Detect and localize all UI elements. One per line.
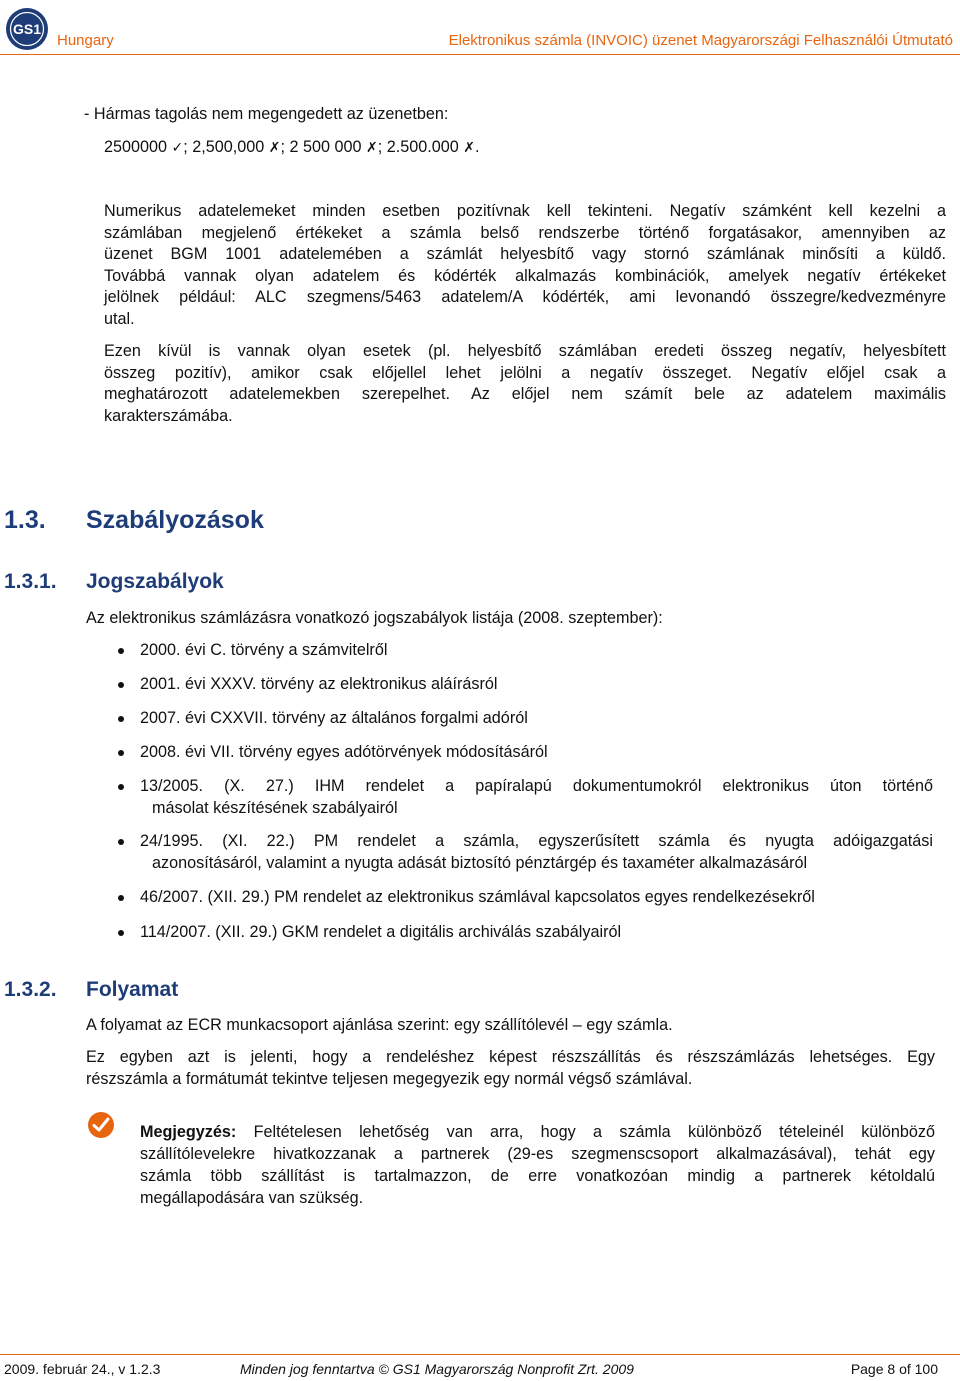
paragraph-negative-sign: Ezen kívül is vannak olyan esetek (pl. helyesbítő számlában eredeti összeg negatív, helyesbített összeg pozitív), amikor csak előjellel lehet jelölni a negatív összeget. Negatív előjel csak a meghatározott adatelemekben szerepelhet. Az előjel nem számít bele az adatelem maximális karakterszámába. — [104, 342, 946, 425]
bullet-icon — [118, 839, 124, 845]
footer-date-version: 2009. február 24., v 1.2.3 — [4, 1361, 161, 1377]
footer-copyright: Minden jog fenntartva © GS1 Magyarország Nonprofit Zrt. 2009 — [240, 1361, 634, 1377]
laws-lead: Az elektronikus számlázásra vonatkozó jogszabályok listája (2008. szeptember): — [86, 609, 663, 627]
check-icon: ✓ — [171, 140, 184, 156]
cross-icon: ✗ — [268, 140, 281, 156]
bullet-icon — [118, 648, 124, 654]
dash-line: - Hármas tagolás nem megengedett az üzenetben: — [84, 105, 449, 123]
number-format-examples: 2500000 ✓; 2,500,000 ✗; 2 500 000 ✗; 2.500.000 ✗. — [104, 138, 480, 156]
bullet-icon — [118, 895, 124, 901]
bullet-icon — [118, 750, 124, 756]
bullet-icon — [118, 716, 124, 722]
note-block: Megjegyzés: Feltételesen lehetőség van arra, hogy a számla különböző tételeinél különböző szállítólevelekre hivatkozzanak a partnerek (29-es szegmenscsoport alkalmazásával), tehát egy számla több szállítást is tartalmazzon, de erre vonatkozóan mindig a partnerek kétoldalú megállapodására van szükség. — [140, 1123, 935, 1207]
svg-text:GS1: GS1 — [12, 21, 42, 37]
brand-name: Hungary — [57, 32, 114, 49]
section-heading: 1.3. Szabályozások — [4, 506, 264, 534]
page-header — [0, 0, 960, 60]
document-title: Elektronikus számla (INVOIC) üzenet Magyarországi Felhasználói Útmutató — [448, 32, 953, 49]
gs1-logo — [4, 6, 50, 52]
bullet-icon — [118, 930, 124, 936]
process-paragraph-1: A folyamat az ECR munkacsoport ajánlása szerint: egy szállítólevél – egy számla. — [86, 1016, 673, 1034]
cross-icon: ✗ — [463, 140, 476, 156]
footer-page-number: Page 8 of 100 — [850, 1361, 938, 1377]
subsection-heading-jogszabalyok: 1.3.1. Jogszabályok — [4, 570, 224, 593]
bullet-icon — [118, 784, 124, 790]
check-badge-icon — [86, 1110, 116, 1140]
header-divider — [0, 54, 960, 55]
note-label: Megjegyzés: — [140, 1123, 237, 1141]
footer-divider — [0, 1354, 960, 1355]
process-paragraph-2: Ez egyben azt is jelenti, hogy a rendeléshez képest részszállítás és részszámlázás lehetséges. Egy részszámla a formátumát tekintve teljesen megegyezik egy normál végső számlával. — [86, 1048, 935, 1088]
subsection-heading-folyamat: 1.3.2. Folyamat — [4, 978, 179, 1001]
bullet-icon — [118, 682, 124, 688]
paragraph-numeric: Numerikus adatelemeket minden esetben pozitívnak kell tekinteni. Negatív számként kell kezelni a számlában megjelenő értékeket a számla belső rendszerbe történő forgatásakor, amennyiben az üzenet BGM 1001 adatelemében a számlát helyesbítő vagy stornó számlának minősíti a küldő. Továbbá vannak olyan adatelem és kódérték alkalmazás kombinációk, amelyek negatív értékeket jelölnek például: ALC szegmens/5463 adatelem/A kódérték, ami levonandó összegre/kedvezményre utal. — [104, 202, 946, 328]
cross-icon: ✗ — [366, 140, 378, 156]
